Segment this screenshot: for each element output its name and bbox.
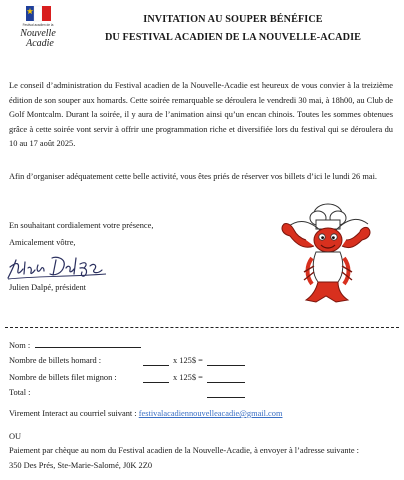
- filet-tickets-label: Nombre de billets filet mignon :: [9, 373, 117, 382]
- reservation-paragraph: Afin d’organiser adéquatement cette belle activité, vous êtes priés de réserver vos billets d’ici le lundi 26 mai.: [9, 172, 377, 181]
- lobster-total-field[interactable]: [207, 357, 245, 366]
- filet-total-field[interactable]: [207, 374, 245, 383]
- name-row: [9, 339, 141, 350]
- or-text: OU: [9, 432, 22, 441]
- name-label: Nom :: [9, 341, 31, 350]
- filet-tickets-field[interactable]: [143, 374, 169, 383]
- handwritten-signature: [6, 252, 110, 282]
- signer-name: Julien Dalpé, président: [9, 283, 86, 292]
- closing-wish: En souhaitant cordialement votre présence,: [9, 221, 154, 230]
- closing-salutation: Amicalement vôtre,: [9, 238, 76, 247]
- title-line-2: DU FESTIVAL ACADIEN DE LA NOUVELLE-ACADIE: [104, 32, 362, 43]
- grand-total-field[interactable]: [207, 389, 245, 398]
- interac-label: Virement Interact au courriel suivant :: [9, 409, 137, 418]
- festival-logo: [8, 4, 68, 52]
- logo-line-1: Festival acadien de la: [22, 23, 54, 27]
- logo-line-2: Nouvelle: [20, 28, 56, 39]
- title-line-1: INVITATION AU SOUPER BÉNÉFICE: [143, 14, 323, 25]
- lobster-price-label: x 125$ =: [173, 356, 203, 365]
- mailing-address: 350 Des Prés, Ste-Marie-Salomé, J0K 2Z0: [9, 461, 153, 470]
- cheque-instructions: Paiement par chèque au nom du Festival acadien de la Nouvelle-Acadie, à envoyer à l’adresse suivante :: [9, 446, 359, 455]
- filet-tickets-row: [9, 373, 117, 382]
- logo-line-3: Acadie: [26, 38, 54, 49]
- lobster-tickets-field[interactable]: [143, 357, 169, 366]
- lobster-tickets-label: Nombre de billets homard :: [9, 356, 102, 365]
- lobster-tickets-row: [9, 356, 101, 365]
- lobster-chef-mascot: [276, 200, 372, 306]
- interac-row: [9, 409, 282, 418]
- invitation-paragraph: Le conseil d’administration du Festival acadien de la Nouvelle-Acadie est heureux de vous convier à la treizième édition de son souper aux homards. Cette soirée remarquable se déroulera le vendredi 30 mai, à 18h00, au Club de Golf Montcalm. Durant la soirée, il y aura de l’animation ainsi qu’un encan chinois. Toutes les sommes obtenues grâce à cette soirée vont servir à offrir une programmation riche et diversifiée lors du festival qui se déroulera du 10 au 17 août 2025.: [9, 81, 393, 149]
- interac-email-link[interactable]: festivalacadiennouvelleacadie@gmail.com: [138, 409, 283, 418]
- cut-line-separator: [5, 327, 399, 328]
- name-field[interactable]: [35, 339, 141, 348]
- total-label: Total :: [9, 388, 31, 397]
- total-row: [9, 388, 31, 397]
- filet-price-label: x 125$ =: [173, 373, 203, 382]
